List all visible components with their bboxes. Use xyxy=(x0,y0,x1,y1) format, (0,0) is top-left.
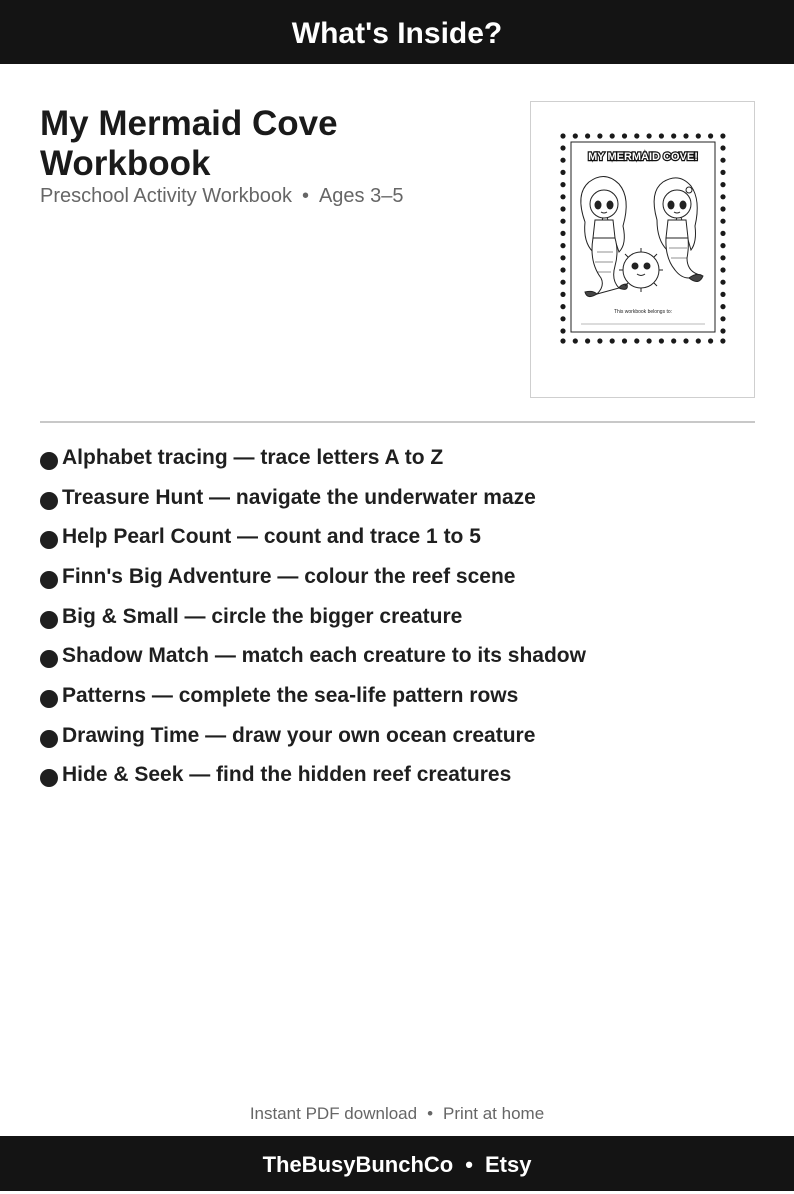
bullet-icon xyxy=(40,769,58,787)
contents-list-item xyxy=(40,716,586,756)
cover-preview-image xyxy=(530,101,755,398)
contents-item-text: Help Pearl Count — count and trace 1 to 5 xyxy=(62,525,481,549)
section-divider xyxy=(40,421,755,423)
contents-item-text: Finn's Big Adventure — colour the reef scene xyxy=(62,564,516,588)
bullet-icon xyxy=(40,452,58,470)
contents-list-item xyxy=(40,597,586,637)
footer-separator: • xyxy=(465,1152,473,1177)
product-title: My Mermaid Cove Workbook xyxy=(40,104,338,183)
contents-list-item xyxy=(40,756,586,796)
contents-item-text: Alphabet tracing — trace letters A to Z xyxy=(62,445,444,469)
pufferfish-illustration xyxy=(619,248,663,292)
footer-note-print: Print at home xyxy=(443,1104,545,1123)
bullet-icon xyxy=(40,492,58,510)
bullet-icon xyxy=(40,611,58,629)
bullet-icon xyxy=(40,690,58,708)
footer-platform: Etsy xyxy=(484,1152,532,1177)
subtitle-separator: • xyxy=(301,185,309,207)
subtitle-ages: Ages 3–5 xyxy=(318,185,404,207)
footer-note-separator: • xyxy=(427,1104,434,1123)
bullet-icon xyxy=(40,730,58,748)
cover-banner-text: MY MERMAID COVE! xyxy=(588,151,698,163)
contents-list-item xyxy=(40,676,586,716)
contents-list xyxy=(40,438,586,795)
contents-list-item xyxy=(40,517,586,557)
contents-item-text: Patterns — complete the sea-life pattern rows xyxy=(62,683,519,707)
contents-item-text: Treasure Hunt — navigate the underwater maze xyxy=(62,485,536,509)
bullet-icon xyxy=(40,531,58,549)
footer-brand: TheBusyBunchCo xyxy=(262,1152,454,1177)
footer-note-download: Instant PDF download xyxy=(249,1104,418,1123)
subtitle-type: Preschool Activity Workbook xyxy=(40,185,292,207)
cover-belongs-to-text: This workbook belongs to: xyxy=(613,309,673,315)
contents-list-item xyxy=(40,636,586,676)
cover-preview-illustration xyxy=(531,102,754,397)
contents-item-text: Big & Small — circle the bigger creature xyxy=(62,604,463,628)
contents-list-item xyxy=(40,557,586,597)
contents-list-item xyxy=(40,478,586,518)
footer-banner xyxy=(0,1136,794,1191)
contents-item-text: Shadow Match — match each creature to its shadow xyxy=(62,644,586,668)
bullet-icon xyxy=(40,650,58,668)
contents-item-text: Drawing Time — draw your own ocean creature xyxy=(62,723,536,747)
product-subtitle xyxy=(40,185,403,208)
contents-item-text: Hide & Seek — find the hidden reef creatures xyxy=(62,763,512,787)
bullet-icon xyxy=(40,571,58,589)
footer-note xyxy=(0,1104,794,1124)
contents-list-item xyxy=(40,438,586,478)
header-banner xyxy=(0,0,794,64)
header-title: What's Inside? xyxy=(291,17,503,50)
